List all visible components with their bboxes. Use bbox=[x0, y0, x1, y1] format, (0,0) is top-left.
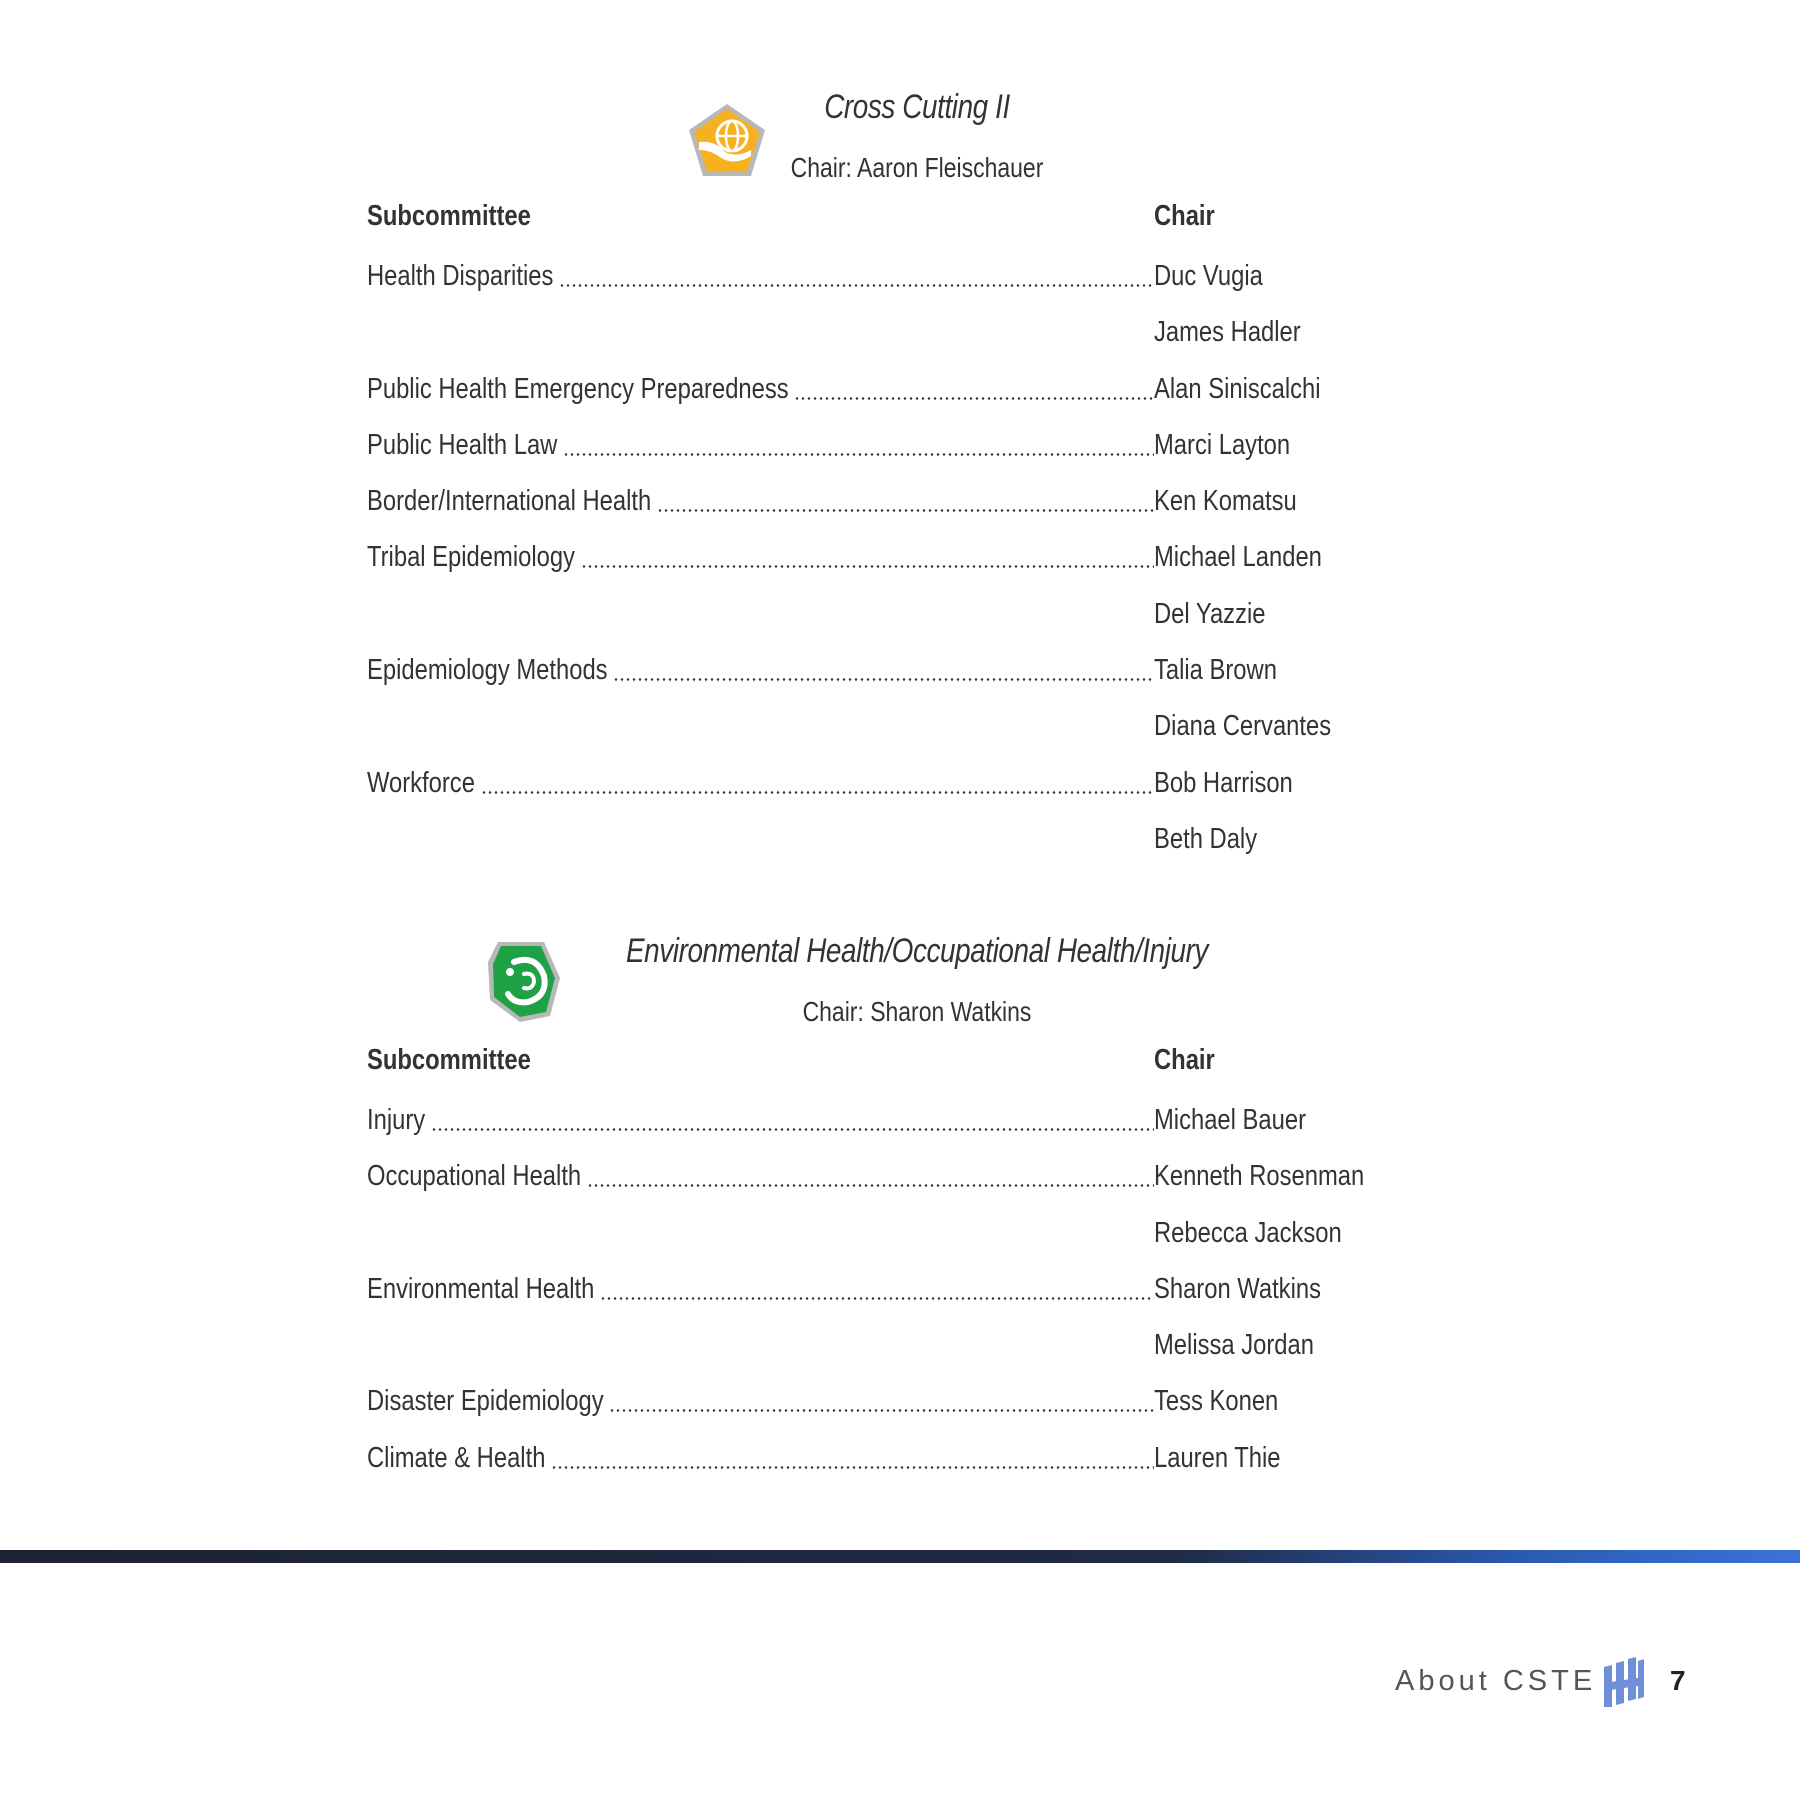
subcommittee-cell bbox=[367, 650, 1154, 690]
footer-divider-bar bbox=[0, 1550, 1800, 1563]
subcommittee-name: Injury bbox=[367, 1100, 427, 1140]
chair-name: Rebecca Jackson bbox=[1154, 1216, 1342, 1249]
dot-leader bbox=[613, 678, 1154, 681]
chair-name: Tess Konen bbox=[1154, 1385, 1279, 1418]
subcommittee-cell bbox=[367, 1381, 1154, 1421]
dot-leader bbox=[657, 509, 1154, 512]
table-row bbox=[367, 650, 1467, 706]
table-row bbox=[367, 1325, 1467, 1381]
cste-logo-icon bbox=[1602, 1657, 1646, 1709]
subcommittee-list bbox=[367, 256, 1467, 875]
table-row bbox=[367, 425, 1467, 481]
chair-name: Marci Layton bbox=[1154, 428, 1291, 461]
table-row bbox=[367, 594, 1467, 650]
dot-leader bbox=[431, 1128, 1154, 1131]
chair-name: Michael Bauer bbox=[1154, 1104, 1307, 1136]
section-env-occ-injury bbox=[367, 932, 1467, 1494]
section-chair-line: Chair: Aaron Fleischauer bbox=[790, 152, 1044, 183]
subcommittee-name: Environmental Health bbox=[367, 1269, 596, 1309]
subcommittee-cell bbox=[367, 256, 1154, 296]
subcommittee-name: Disaster Epidemiology bbox=[367, 1381, 605, 1421]
column-header-chair: Chair bbox=[1154, 1044, 1215, 1076]
chair-name: Del Yazzie bbox=[1154, 597, 1266, 630]
dot-leader bbox=[563, 453, 1154, 456]
page-number: 7 bbox=[1670, 1665, 1686, 1696]
chair-name: Duc Vugia bbox=[1154, 260, 1263, 292]
chair-name: James Hadler bbox=[1154, 316, 1301, 349]
table-row bbox=[367, 763, 1467, 819]
table-row bbox=[367, 1156, 1467, 1212]
column-header-subcommittee: Subcommittee bbox=[367, 200, 531, 232]
table-row bbox=[367, 537, 1467, 593]
table-row bbox=[367, 481, 1467, 537]
table-row bbox=[367, 312, 1467, 368]
subcommittee-name: Public Health Emergency Preparedness bbox=[367, 369, 790, 409]
section-header bbox=[367, 932, 1467, 1044]
subcommittee-name: Tribal Epidemiology bbox=[367, 537, 577, 577]
subcommittee-name: Climate & Health bbox=[367, 1438, 547, 1478]
chair-name: Alan Siniscalchi bbox=[1154, 372, 1321, 405]
chair-name: Kenneth Rosenman bbox=[1154, 1160, 1365, 1193]
section-chair-line: Chair: Sharon Watkins bbox=[802, 996, 1032, 1027]
section-cross-cutting-ii bbox=[367, 88, 1467, 875]
dot-leader bbox=[794, 397, 1154, 400]
subcommittee-cell bbox=[367, 763, 1154, 803]
dot-leader bbox=[481, 791, 1154, 794]
subcommittee-cell bbox=[367, 369, 1154, 409]
column-headers bbox=[367, 200, 1467, 256]
dot-leader bbox=[600, 1297, 1154, 1300]
chair-name: Talia Brown bbox=[1154, 654, 1277, 687]
subcommittee-list bbox=[367, 1100, 1467, 1494]
dot-leader bbox=[609, 1409, 1154, 1412]
column-headers bbox=[367, 1044, 1467, 1100]
footer-label: About CSTE bbox=[1395, 1665, 1597, 1697]
table-row bbox=[367, 1100, 1467, 1156]
subcommittee-name: Occupational Health bbox=[367, 1156, 583, 1196]
subcommittee-cell bbox=[367, 1438, 1154, 1478]
table-row bbox=[367, 1269, 1467, 1325]
chair-name: Bob Harrison bbox=[1154, 766, 1293, 799]
subcommittee-name: Health Disparities bbox=[367, 256, 555, 296]
subcommittee-cell bbox=[367, 425, 1154, 465]
subcommittee-cell bbox=[367, 1100, 1154, 1140]
chair-name: Ken Komatsu bbox=[1154, 485, 1297, 518]
chair-name: Melissa Jordan bbox=[1154, 1329, 1314, 1362]
table-row bbox=[367, 1213, 1467, 1269]
chair-name: Beth Daly bbox=[1154, 822, 1258, 855]
column-header-subcommittee: Subcommittee bbox=[367, 1044, 531, 1076]
subcommittee-name: Border/International Health bbox=[367, 481, 653, 521]
column-header-chair: Chair bbox=[1154, 200, 1215, 232]
chair-name: Michael Landen bbox=[1154, 541, 1322, 574]
dot-leader bbox=[587, 1184, 1154, 1187]
dot-leader bbox=[581, 565, 1154, 568]
section-title: Cross Cutting II bbox=[824, 88, 1010, 126]
dot-leader bbox=[559, 284, 1154, 287]
subcommittee-name: Public Health Law bbox=[367, 425, 559, 465]
table-row bbox=[367, 1381, 1467, 1437]
subcommittee-cell bbox=[367, 1156, 1154, 1196]
dot-leader bbox=[551, 1466, 1154, 1469]
table-row bbox=[367, 256, 1467, 312]
subcommittee-name: Workforce bbox=[367, 763, 477, 803]
section-title: Environmental Health/Occupational Health/Injury bbox=[625, 932, 1209, 970]
chair-name: Sharon Watkins bbox=[1154, 1272, 1321, 1305]
subcommittee-name: Epidemiology Methods bbox=[367, 650, 609, 690]
chair-name: Lauren Thie bbox=[1154, 1441, 1281, 1474]
table-row bbox=[367, 369, 1467, 425]
table-row bbox=[367, 819, 1467, 875]
chair-name: Diana Cervantes bbox=[1154, 710, 1332, 743]
subcommittee-cell bbox=[367, 481, 1154, 521]
subcommittee-cell bbox=[367, 537, 1154, 577]
section-header bbox=[367, 88, 1467, 200]
subcommittee-cell bbox=[367, 1269, 1154, 1309]
table-row bbox=[367, 1438, 1467, 1494]
table-row bbox=[367, 706, 1467, 762]
